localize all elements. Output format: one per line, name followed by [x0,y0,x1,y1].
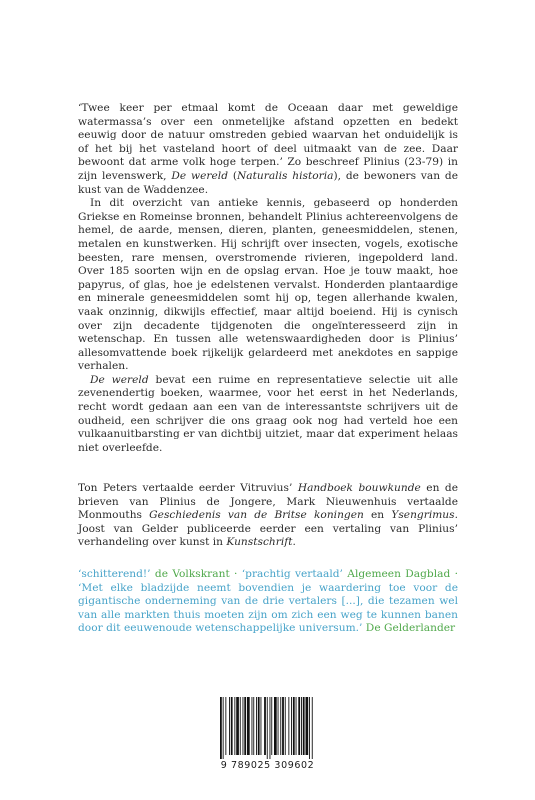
blurb-p1-text-b: ( [228,169,238,182]
translators-text-b: en de brieven van Plinius de Jongere, Mark Nieuwenhuis vertaalde Monmouths [78,482,459,522]
barcode-bar [236,697,239,755]
blurb-text [78,102,458,455]
barcode-bar [309,697,310,759]
translators-title-1: Handboek bouwkunde [297,482,421,494]
reviews-paragraph [78,568,458,636]
barcode-bar [285,697,286,755]
review-separator-2: · [450,568,458,580]
barcode-bars [218,697,318,759]
barcode-bar [220,697,222,759]
isbn-number: 9 789025 309602 [210,760,325,771]
barcode-bar [244,697,246,755]
barcode-bar [231,697,233,755]
barcode-bar [306,697,309,755]
barcode-bar [229,697,230,755]
isbn-barcode [218,697,318,767]
barcode-bar [274,697,277,755]
barcode-bar [240,697,241,755]
translators-note [78,482,458,550]
barcode-bar [312,697,313,759]
review-quote-2: ‘prachtig vertaald’ [241,568,343,580]
barcode-bar [301,697,302,755]
review-quote-3: ‘Met elke bladzijde neemt bovendien je waardering toe voor de gigantische onderneming van de drie vertalers [...], die tezamen wel van alle markten thuis moeten zijn om zich een weg te kunnen banen door dit eeuwenoude wetenschappelijke universum.’ [78,581,458,635]
review-source-2: Algemeen Dagblad [342,568,451,580]
review-quote-1: ‘schitterend!’ [78,568,151,580]
barcode-bar [303,697,305,755]
barcode-bar [247,697,250,755]
blurb-p1-text-c: ), de bewoners van de kust van de Waddenzee. [78,169,458,196]
barcode-bar [280,697,281,755]
barcode-bar [282,697,284,755]
blurb-p1-book-title: De wereld [171,169,229,182]
translators-text-d: . Joost van Gelder publiceerde eerder een vertaling van Plinius’ verhandeling over kunst in [78,509,458,549]
barcode-bar [256,697,257,755]
barcode-bar [264,697,266,755]
translators-title-2: Geschiedenis van de Britse koningen [149,509,364,522]
barcode-bar [261,697,262,755]
translators-title-4: Kunstschrift [226,536,293,549]
barcode-bar [225,697,226,755]
barcode-bar [270,697,271,759]
barcode-bar [271,697,272,755]
press-reviews [78,568,458,636]
blurb-paragraph-2: In dit overzicht van antieke kennis, gebaseerd op honderden Griekse en Romeinse bronnen, behandelt Plinius achtereenvolgens de hemel, de aarde, mensen, dieren, planten, geneesmiddelen, stenen, metalen en kunstwerken. Hij schrijft over insecten, vogels, exotische beesten, rare mensen, overstromende rivieren, ingepolderd land. Over 185 soorten wijn en de opslag ervan. Hoe je touw maakt, hoe papyrus, of glas, hoe je edelstenen vervalst. Honderden plantaardige en minerale geneesmiddelen somt hij op, tegen allerhande kwalen, vaak onzinnig, dikwijls effectief, maar altijd boeiend. Hij is cynisch over zijn decadente tijdgenoten die ongeïnteresseerd zijn in wetenschap. En tussen alle wetenswaardigheden door is Plinius’ allesomvattende boek rijkelijk gelardeerd met anekdotes en sappige verhalen. [78,197,458,373]
blurb-paragraph-1 [78,102,458,197]
barcode-bar [223,697,224,759]
barcode-bar [288,697,289,755]
barcode-bar [291,697,292,755]
blurb-paragraph-3 [78,374,458,456]
review-separator-1: · [229,568,242,580]
translators-text-c: en [363,509,392,522]
barcode-bar [243,697,244,755]
barcode-bar [258,697,260,755]
translators-text-a: Ton Peters vertaalde eerder Vitruvius’ [78,482,298,494]
blurb-p1-text: ‘Twee keer per etmaal komt de Oceaan daar met geweldige watermassa’s over een onmetelijke afstand opzetten en bedekt eeuwig door de natuur omstreden gebied waarvan het onduidelijk is of het bij het vasteland hoort of deel uitmaakt van de zee. Daar bewoont dat arme volk hoge terpen.’ Zo beschreef Plinius (23-79) in zijn levenswerk, [78,102,458,182]
barcode-bar [298,697,300,755]
review-source-1: de Volkskrant [150,568,230,580]
barcode-bar [252,697,253,755]
barcode-bar [234,697,235,755]
barcode-bar [253,697,254,755]
barcode-bar [293,697,295,755]
review-source-3: De Gelderlander [362,622,456,635]
translators-title-3: Ysengrimus [391,509,455,522]
translators-text-e: . [292,536,296,549]
barcode-bar [296,697,297,755]
barcode-bar [278,697,279,755]
blurb-p3-text: bevat een ruime en representatieve selectie uit alle zevenendertig boeken, waarmee, voor het eerst in het Nederlands, recht wordt gedaan aan een van de interessantste schrijvers uit de oudheid, een schrijver die ons graag ook nog had verteld hoe een vulkaanuitbarsting er van dichtbij uitziet, maar dat experiment helaas niet overleefde. [78,373,458,454]
blurb-p1-latin-title: Naturalis historia [237,169,334,182]
translators-paragraph [78,482,458,550]
barcode-bar [267,697,268,759]
blurb-p3-book-title: De wereld [90,373,149,386]
